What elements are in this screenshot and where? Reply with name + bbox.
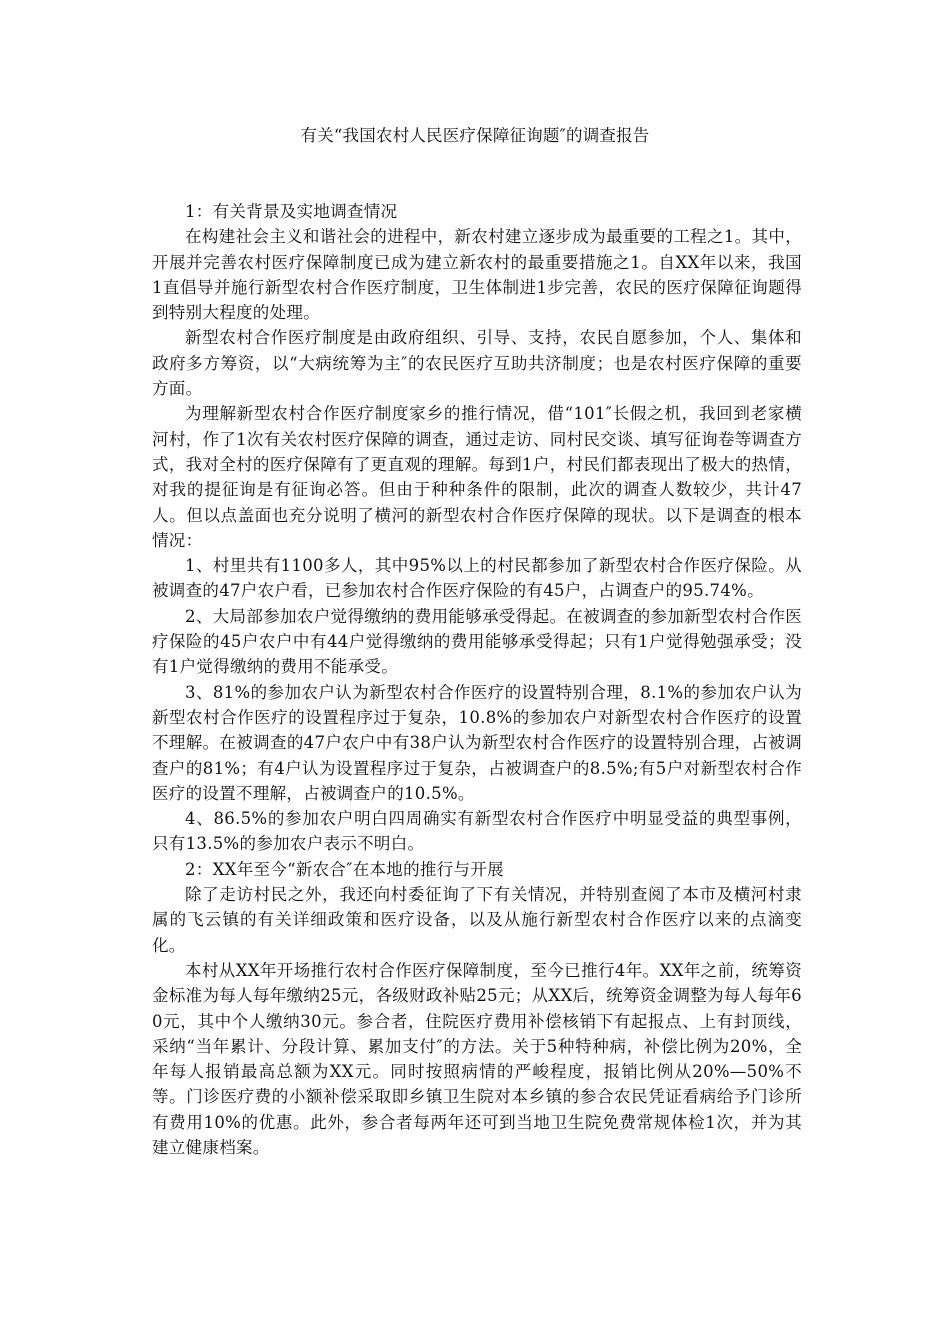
finding-item-4: 4、86.5%的参加农户明白四周确实有新型农村合作医疗中明显受益的典型事例，只有13.5%的参加农户表示不明白。 [152, 809, 802, 854]
finding-item-2: 2、大局部参加农户觉得缴纳的费用能够承受得起。在被调查的参加新型农村合作医疗保险的45户农户中有44户觉得缴纳的费用能够承受得起；只有1户觉得勉强承受；没有1户觉得缴纳的费用不能承受。 [152, 606, 802, 677]
paragraph: 为理解新型农村合作医疗制度家乡的推行情况，借“101″长假之机，我回到老家横河村，作了1次有关农村医疗保障的调查，通过走访、同村民交谈、填写征询卷等调查方式，我对全村的医疗保障有了更直观的理解。每到1户，村民们都表现出了极大的热情，对我的提征询是有征询必答。但由于种种条件的限制，此次的调查人数较少，共计47人。但以点盖面也充分说明了横河的新型农村合作医疗保障的现状。以下是调查的根本情况： [152, 404, 802, 550]
paragraph: 本村从XX年开场推行农村合作医疗保障制度，至今已推行4年。XX年之前，统筹资金标准为每人每年缴纳25元，各级财政补贴25元；从XX后，统筹资金调整为每人每年60元，其中个人缴纳30元。参合者，住院医疗费用补偿核销下有起报点、上有封顶线，采纳“当年累计、分段计算、累加支付″的方法。关于5种特种病，补偿比例为20%，全年每人报销最高总额为XX元。同时按照病情的严峻程度，报销比例从20%—50%不等。门诊医疗费的小额补偿采取即乡镇卫生院对本乡镇的参合农民凭证看病给予门诊所有费用10%的优惠。此外，参合者每两年还可到当地卫生院免费常规体检1次，并为其建立健康档案。 [152, 960, 802, 1157]
section-heading-2: 2：XX年至今“新农合″在本地的推行与开展 [185, 859, 504, 879]
document-title: 有关“我国农村人民医疗保障征询题″的调查报告 [300, 126, 650, 145]
document-body [152, 199, 802, 1160]
paragraph: 除了走访村民之外，我还向村委征询了下有关情况，并特别查阅了本市及横河村隶属的飞云镇的有关详细政策和医疗设备，以及从施行新型农村合作医疗以来的点滴变化。 [152, 885, 802, 955]
finding-item-3: 3、81%的参加农户认为新型农村合作医疗的设置特别合理，8.1%的参加农户认为新型农村合作医疗的设置程序过于复杂，10.8%的参加农户对新型农村合作医疗的设置不理解。在被调查的47户农户中有38户认为新型农村合作医疗的设置特别合理，占被调查户的81%；有4户认为设置程序过于复杂，占被调查户的8.5%;有5户对新型农村合作医疗的设置不理解，占被调查户的10.5%。 [152, 682, 802, 803]
paragraph: 新型农村合作医疗制度是由政府组织、引导、支持，农民自愿参加，个人、集体和政府多方筹资，以“大病统筹为主″的农民医疗互助共济制度；也是农村医疗保障的重要方面。 [152, 328, 802, 399]
paragraph: 在构建社会主义和谐社会的进程中，新农村建立逐步成为最重要的工程之1。其中，开展并完善农村医疗保障制度已成为建立新农村的最重要措施之1。自XX年以来，我国1直倡导并施行新型农村合作医疗制度，卫生体制进1步完善，农民的医疗保障征询题得到特别大程度的处理。 [152, 227, 802, 323]
finding-item-1: 1、村里共有1100多人，其中95%以上的村民都参加了新型农村合作医疗保险。从被调查的47户农户看，已参加农村合作医疗保险的有45户，占调查户的95.74%。 [152, 556, 802, 601]
section-heading-1: 1：有关背景及实地调查情况 [185, 202, 398, 221]
